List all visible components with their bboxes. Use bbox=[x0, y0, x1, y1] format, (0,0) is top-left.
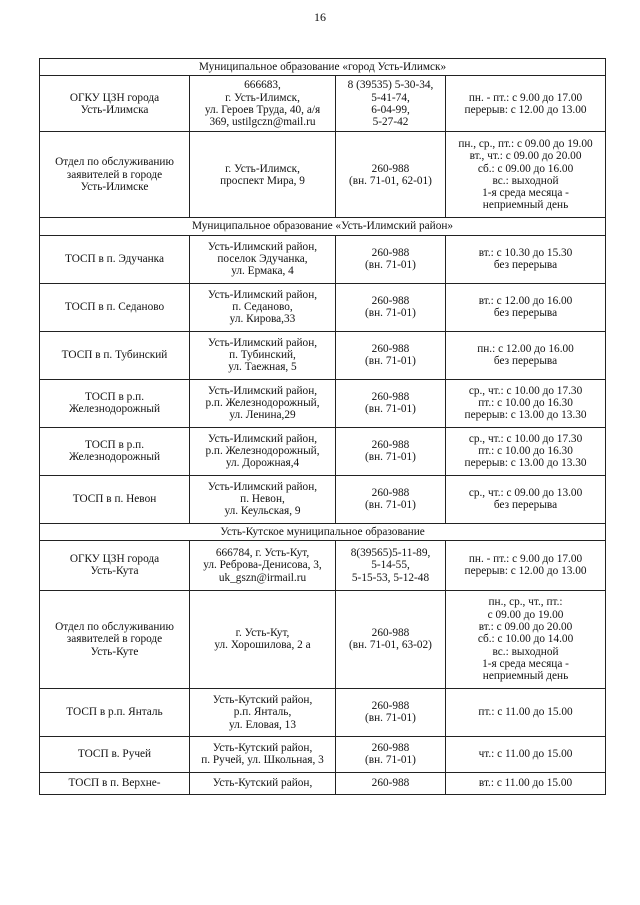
address-cell: Усть-Кутский район, п. Ручей, ул. Школьная, 3 bbox=[190, 736, 336, 772]
schedule-cell: ср., чт.: с 10.00 до 17.30 пт.: с 10.00 до 16.30 перерыв: с 13.00 до 13.30 bbox=[446, 427, 606, 475]
schedule-cell: вт.: с 10.30 до 15.30 без перерыва bbox=[446, 235, 606, 283]
table-row bbox=[40, 331, 606, 379]
address-cell: Усть-Илимский район, п. Невон, ул. Кеульская, 9 bbox=[190, 475, 336, 523]
office-name-cell: ТОСП в п. Седаново bbox=[40, 283, 190, 331]
phone-cell: 260-988 (вн. 71-01) bbox=[336, 475, 446, 523]
address-cell: г. Усть-Илимск, проспект Мира, 9 bbox=[190, 132, 336, 218]
office-name-cell: Отдел по обслуживанию заявителей в городе Усть-Куте bbox=[40, 590, 190, 688]
section-title: Усть-Кутское муниципальное образование bbox=[40, 523, 606, 540]
address-cell: Усть-Кутский район, р.п. Янталь, ул. Еловая, 13 bbox=[190, 688, 336, 736]
table-row bbox=[40, 772, 606, 794]
office-name-cell: ОГКУ ЦЗН города Усть-Кута bbox=[40, 540, 190, 590]
table-row bbox=[40, 379, 606, 427]
schedule-cell: пн., ср., пт.: с 09.00 до 19.00 вт., чт.: с 09.00 до 20.00 сб.: с 09.00 до 16.00 вс.: выходной 1-я среда месяца - неприемный день bbox=[446, 132, 606, 218]
table-row bbox=[40, 427, 606, 475]
table-row bbox=[40, 283, 606, 331]
section-header-row bbox=[40, 218, 606, 235]
schedule-cell: вт.: с 11.00 до 15.00 bbox=[446, 772, 606, 794]
address-cell: Усть-Илимский район, п. Седаново, ул. Кирова,33 bbox=[190, 283, 336, 331]
phone-cell: 260-988 (вн. 71-01) bbox=[336, 331, 446, 379]
office-name-cell: ТОСП в п. Эдучанка bbox=[40, 235, 190, 283]
address-cell: Усть-Кутский район, bbox=[190, 772, 336, 794]
table-row bbox=[40, 736, 606, 772]
phone-cell: 8 (39535) 5-30-34, 5-41-74, 6-04-99, 5-27-42 bbox=[336, 76, 446, 132]
table-row bbox=[40, 76, 606, 132]
schedule-cell: ср., чт.: с 09.00 до 13.00 без перерыва bbox=[446, 475, 606, 523]
phone-cell: 260-988 (вн. 71-01) bbox=[336, 283, 446, 331]
address-cell: 666683, г. Усть-Илимск, ул. Героев Труда, 40, а/я 369, ustilgczn@mail.ru bbox=[190, 76, 336, 132]
table-row bbox=[40, 235, 606, 283]
section-title: Муниципальное образование «город Усть-Илимск» bbox=[40, 59, 606, 76]
section-header-row bbox=[40, 59, 606, 76]
address-cell: г. Усть-Кут, ул. Хорошилова, 2 а bbox=[190, 590, 336, 688]
schedule-cell: пн. - пт.: с 9.00 до 17.00 перерыв: с 12.00 до 13.00 bbox=[446, 540, 606, 590]
phone-cell: 8(39565)5-11-89, 5-14-55, 5-15-53, 5-12-48 bbox=[336, 540, 446, 590]
office-name-cell: ТОСП в р.п. Железнодорожный bbox=[40, 379, 190, 427]
address-cell: Усть-Илимский район, р.п. Железнодорожный, ул. Дорожная,4 bbox=[190, 427, 336, 475]
table-row bbox=[40, 540, 606, 590]
phone-cell: 260-988 bbox=[336, 772, 446, 794]
schedule-cell: вт.: с 12.00 до 16.00 без перерыва bbox=[446, 283, 606, 331]
phone-cell: 260-988 (вн. 71-01, 62-01) bbox=[336, 132, 446, 218]
office-name-cell: Отдел по обслуживанию заявителей в городе Усть-Илимске bbox=[40, 132, 190, 218]
schedule-cell: пт.: с 11.00 до 15.00 bbox=[446, 688, 606, 736]
phone-cell: 260-988 (вн. 71-01) bbox=[336, 235, 446, 283]
table-row bbox=[40, 475, 606, 523]
offices-table-body bbox=[40, 59, 606, 795]
schedule-cell: ср., чт.: с 10.00 до 17.30 пт.: с 10.00 до 16.30 перерыв: с 13.00 до 13.30 bbox=[446, 379, 606, 427]
table-row bbox=[40, 688, 606, 736]
phone-cell: 260-988 (вн. 71-01, 63-02) bbox=[336, 590, 446, 688]
phone-cell: 260-988 (вн. 71-01) bbox=[336, 379, 446, 427]
office-name-cell: ТОСП в п. Невон bbox=[40, 475, 190, 523]
table-row bbox=[40, 590, 606, 688]
schedule-cell: пн., ср., чт., пт.: с 09.00 до 19.00 вт.: с 09.00 до 20.00 сб.: с 10.00 до 14.00 вс.: выходной 1-я среда месяца - неприемный день bbox=[446, 590, 606, 688]
office-name-cell: ТОСП в п. Верхне- bbox=[40, 772, 190, 794]
section-header-row bbox=[40, 523, 606, 540]
address-cell: Усть-Илимский район, п. Тубинский, ул. Таежная, 5 bbox=[190, 331, 336, 379]
office-name-cell: ОГКУ ЦЗН города Усть-Илимска bbox=[40, 76, 190, 132]
section-title: Муниципальное образование «Усть-Илимский район» bbox=[40, 218, 606, 235]
schedule-cell: пн.: с 12.00 до 16.00 без перерыва bbox=[446, 331, 606, 379]
table-row bbox=[40, 132, 606, 218]
offices-table bbox=[39, 58, 606, 795]
office-name-cell: ТОСП в. Ручей bbox=[40, 736, 190, 772]
office-name-cell: ТОСП в р.п. Янталь bbox=[40, 688, 190, 736]
office-name-cell: ТОСП в р.п. Железнодорожный bbox=[40, 427, 190, 475]
phone-cell: 260-988 (вн. 71-01) bbox=[336, 736, 446, 772]
page-number: 16 bbox=[314, 10, 326, 24]
address-cell: Усть-Илимский район, р.п. Железнодорожный, ул. Ленина,29 bbox=[190, 379, 336, 427]
address-cell: Усть-Илимский район, поселок Эдучанка, ул. Ермака, 4 bbox=[190, 235, 336, 283]
schedule-cell: чт.: с 11.00 до 15.00 bbox=[446, 736, 606, 772]
address-cell: 666784, г. Усть-Кут, ул. Реброва-Денисова, 3, uk_gszn@irmail.ru bbox=[190, 540, 336, 590]
phone-cell: 260-988 (вн. 71-01) bbox=[336, 688, 446, 736]
phone-cell: 260-988 (вн. 71-01) bbox=[336, 427, 446, 475]
schedule-cell: пн. - пт.: с 9.00 до 17.00 перерыв: с 12.00 до 13.00 bbox=[446, 76, 606, 132]
office-name-cell: ТОСП в п. Тубинский bbox=[40, 331, 190, 379]
